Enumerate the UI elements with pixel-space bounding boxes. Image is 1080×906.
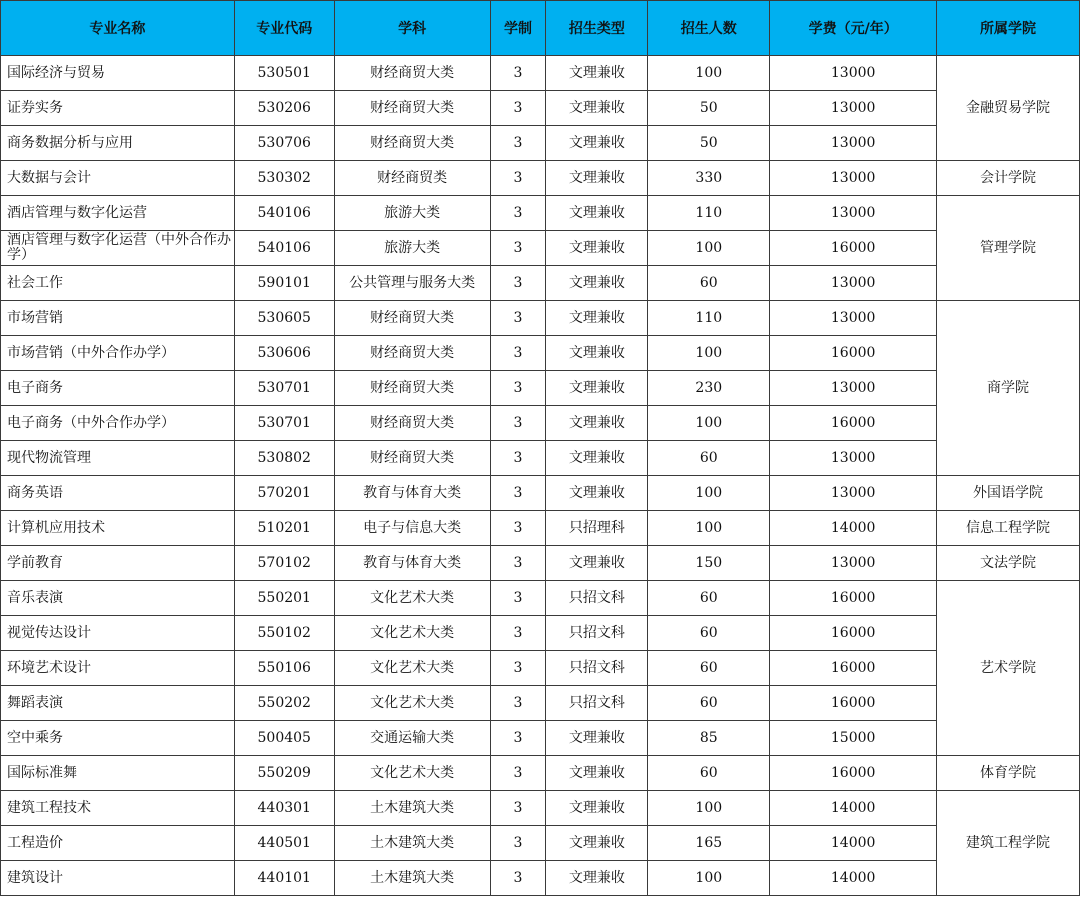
table-row bbox=[1, 861, 1080, 896]
enrollment-count-cell: 230 bbox=[648, 371, 770, 406]
years-cell: 3 bbox=[490, 406, 546, 441]
subject-cell: 旅游大类 bbox=[334, 231, 490, 266]
years-cell: 3 bbox=[490, 441, 546, 476]
table-row bbox=[1, 581, 1080, 616]
major-code-cell: 530802 bbox=[234, 441, 334, 476]
years-cell: 3 bbox=[490, 721, 546, 756]
admission-type-cell: 文理兼收 bbox=[546, 196, 648, 231]
enrollment-count-cell: 100 bbox=[648, 791, 770, 826]
admission-type-cell: 只招文科 bbox=[546, 616, 648, 651]
major-name-cell: 电子商务 bbox=[1, 371, 235, 406]
major-name-cell: 建筑设计 bbox=[1, 861, 235, 896]
years-cell: 3 bbox=[490, 336, 546, 371]
enrollment-count-cell: 60 bbox=[648, 441, 770, 476]
years-cell: 3 bbox=[490, 196, 546, 231]
admission-type-cell: 文理兼收 bbox=[546, 336, 648, 371]
table-row bbox=[1, 791, 1080, 826]
major-name-cell: 学前教育 bbox=[1, 546, 235, 581]
tuition-cell: 13000 bbox=[770, 266, 937, 301]
subject-cell: 财经商贸大类 bbox=[334, 91, 490, 126]
subject-cell: 教育与体育大类 bbox=[334, 476, 490, 511]
major-name-cell: 建筑工程技术 bbox=[1, 791, 235, 826]
college-cell: 商学院 bbox=[937, 301, 1080, 476]
table-row bbox=[1, 266, 1080, 301]
major-code-cell: 550102 bbox=[234, 616, 334, 651]
years-cell: 3 bbox=[490, 371, 546, 406]
admission-type-cell: 只招文科 bbox=[546, 686, 648, 721]
years-cell: 3 bbox=[490, 581, 546, 616]
admission-type-cell: 文理兼收 bbox=[546, 441, 648, 476]
major-code-cell: 530701 bbox=[234, 371, 334, 406]
header-subject: 学科 bbox=[334, 1, 490, 56]
subject-cell: 旅游大类 bbox=[334, 196, 490, 231]
enrollment-count-cell: 110 bbox=[648, 301, 770, 336]
admission-type-cell: 文理兼收 bbox=[546, 406, 648, 441]
major-code-cell: 530606 bbox=[234, 336, 334, 371]
major-code-cell: 440301 bbox=[234, 791, 334, 826]
tuition-cell: 16000 bbox=[770, 616, 937, 651]
enrollment-count-cell: 60 bbox=[648, 266, 770, 301]
admission-type-cell: 文理兼收 bbox=[546, 721, 648, 756]
header-major-code: 专业代码 bbox=[234, 1, 334, 56]
tuition-cell: 14000 bbox=[770, 826, 937, 861]
major-name-cell: 现代物流管理 bbox=[1, 441, 235, 476]
subject-cell: 财经商贸类 bbox=[334, 161, 490, 196]
admission-type-cell: 只招文科 bbox=[546, 581, 648, 616]
table-row bbox=[1, 91, 1080, 126]
table-row bbox=[1, 826, 1080, 861]
header-admission-type: 招生类型 bbox=[546, 1, 648, 56]
years-cell: 3 bbox=[490, 266, 546, 301]
tuition-cell: 13000 bbox=[770, 91, 937, 126]
enrollment-count-cell: 85 bbox=[648, 721, 770, 756]
major-code-cell: 500405 bbox=[234, 721, 334, 756]
enrollment-count-cell: 165 bbox=[648, 826, 770, 861]
table-row bbox=[1, 161, 1080, 196]
major-name-cell: 国际经济与贸易 bbox=[1, 56, 235, 91]
admission-type-cell: 文理兼收 bbox=[546, 91, 648, 126]
admission-type-cell: 文理兼收 bbox=[546, 161, 648, 196]
college-cell: 文法学院 bbox=[937, 546, 1080, 581]
years-cell: 3 bbox=[490, 56, 546, 91]
table-row bbox=[1, 371, 1080, 406]
enrollment-count-cell: 100 bbox=[648, 336, 770, 371]
major-code-cell: 440101 bbox=[234, 861, 334, 896]
tuition-cell: 16000 bbox=[770, 581, 937, 616]
major-code-cell: 550201 bbox=[234, 581, 334, 616]
subject-cell: 文化艺术大类 bbox=[334, 616, 490, 651]
enrollment-count-cell: 100 bbox=[648, 476, 770, 511]
admission-type-cell: 文理兼收 bbox=[546, 791, 648, 826]
enrollment-count-cell: 50 bbox=[648, 91, 770, 126]
years-cell: 3 bbox=[490, 161, 546, 196]
major-name-cell: 市场营销（中外合作办学） bbox=[1, 336, 235, 371]
tuition-cell: 14000 bbox=[770, 861, 937, 896]
enrollment-count-cell: 60 bbox=[648, 651, 770, 686]
tuition-cell: 16000 bbox=[770, 336, 937, 371]
table-row bbox=[1, 721, 1080, 756]
admission-type-cell: 文理兼收 bbox=[546, 756, 648, 791]
major-name-cell: 商务英语 bbox=[1, 476, 235, 511]
subject-cell: 财经商贸大类 bbox=[334, 406, 490, 441]
admission-type-cell: 文理兼收 bbox=[546, 371, 648, 406]
tuition-cell: 13000 bbox=[770, 126, 937, 161]
admission-type-cell: 文理兼收 bbox=[546, 56, 648, 91]
table-row bbox=[1, 686, 1080, 721]
subject-cell: 财经商贸大类 bbox=[334, 56, 490, 91]
tuition-cell: 13000 bbox=[770, 196, 937, 231]
header-major-name: 专业名称 bbox=[1, 1, 235, 56]
tuition-cell: 14000 bbox=[770, 511, 937, 546]
major-name-cell: 空中乘务 bbox=[1, 721, 235, 756]
admission-type-cell: 文理兼收 bbox=[546, 476, 648, 511]
subject-cell: 财经商贸大类 bbox=[334, 126, 490, 161]
subject-cell: 土木建筑大类 bbox=[334, 791, 490, 826]
subject-cell: 财经商贸大类 bbox=[334, 336, 490, 371]
admission-type-cell: 文理兼收 bbox=[546, 231, 648, 266]
major-code-cell: 530501 bbox=[234, 56, 334, 91]
major-name-cell: 社会工作 bbox=[1, 266, 235, 301]
subject-cell: 电子与信息大类 bbox=[334, 511, 490, 546]
admission-type-cell: 只招理科 bbox=[546, 511, 648, 546]
header-years: 学制 bbox=[490, 1, 546, 56]
major-name-cell: 证券实务 bbox=[1, 91, 235, 126]
college-cell: 艺术学院 bbox=[937, 581, 1080, 756]
subject-cell: 教育与体育大类 bbox=[334, 546, 490, 581]
admission-type-cell: 文理兼收 bbox=[546, 546, 648, 581]
tuition-cell: 16000 bbox=[770, 756, 937, 791]
years-cell: 3 bbox=[490, 301, 546, 336]
table-row bbox=[1, 511, 1080, 546]
years-cell: 3 bbox=[490, 861, 546, 896]
years-cell: 3 bbox=[490, 91, 546, 126]
major-code-cell: 530701 bbox=[234, 406, 334, 441]
years-cell: 3 bbox=[490, 791, 546, 826]
enrollment-count-cell: 100 bbox=[648, 406, 770, 441]
major-name-cell: 舞蹈表演 bbox=[1, 686, 235, 721]
major-name-cell: 商务数据分析与应用 bbox=[1, 126, 235, 161]
enrollment-count-cell: 100 bbox=[648, 511, 770, 546]
major-code-cell: 550209 bbox=[234, 756, 334, 791]
enrollment-count-cell: 100 bbox=[648, 231, 770, 266]
major-name-cell: 工程造价 bbox=[1, 826, 235, 861]
major-name-cell: 市场营销 bbox=[1, 301, 235, 336]
enrollment-count-cell: 330 bbox=[648, 161, 770, 196]
tuition-cell: 16000 bbox=[770, 406, 937, 441]
enrollment-count-cell: 110 bbox=[648, 196, 770, 231]
tuition-cell: 13000 bbox=[770, 161, 937, 196]
admission-type-cell: 只招文科 bbox=[546, 651, 648, 686]
college-cell: 体育学院 bbox=[937, 756, 1080, 791]
subject-cell: 财经商贸大类 bbox=[334, 301, 490, 336]
table-row bbox=[1, 336, 1080, 371]
major-code-cell: 550202 bbox=[234, 686, 334, 721]
subject-cell: 文化艺术大类 bbox=[334, 756, 490, 791]
college-cell: 建筑工程学院 bbox=[937, 791, 1080, 896]
subject-cell: 土木建筑大类 bbox=[334, 861, 490, 896]
tuition-cell: 16000 bbox=[770, 231, 937, 266]
table-row bbox=[1, 196, 1080, 231]
table-row bbox=[1, 476, 1080, 511]
major-code-cell: 570201 bbox=[234, 476, 334, 511]
table-row bbox=[1, 616, 1080, 651]
header-enrollment-count: 招生人数 bbox=[648, 1, 770, 56]
subject-cell: 文化艺术大类 bbox=[334, 651, 490, 686]
table-row bbox=[1, 546, 1080, 581]
table-body bbox=[1, 56, 1080, 896]
enrollment-count-cell: 60 bbox=[648, 581, 770, 616]
major-name-cell: 视觉传达设计 bbox=[1, 616, 235, 651]
header-college: 所属学院 bbox=[937, 1, 1080, 56]
subject-cell: 文化艺术大类 bbox=[334, 581, 490, 616]
major-name-cell: 电子商务（中外合作办学） bbox=[1, 406, 235, 441]
admission-type-cell: 文理兼收 bbox=[546, 126, 648, 161]
tuition-cell: 16000 bbox=[770, 686, 937, 721]
table-row bbox=[1, 126, 1080, 161]
enrollment-count-cell: 60 bbox=[648, 616, 770, 651]
table-row bbox=[1, 301, 1080, 336]
header-tuition: 学费（元/年） bbox=[770, 1, 937, 56]
major-code-cell: 540106 bbox=[234, 196, 334, 231]
tuition-cell: 15000 bbox=[770, 721, 937, 756]
enrollment-count-cell: 100 bbox=[648, 56, 770, 91]
years-cell: 3 bbox=[490, 231, 546, 266]
table-row bbox=[1, 756, 1080, 791]
tuition-cell: 14000 bbox=[770, 791, 937, 826]
admission-type-cell: 文理兼收 bbox=[546, 301, 648, 336]
major-code-cell: 530706 bbox=[234, 126, 334, 161]
years-cell: 3 bbox=[490, 126, 546, 161]
major-name-cell: 计算机应用技术 bbox=[1, 511, 235, 546]
years-cell: 3 bbox=[490, 651, 546, 686]
tuition-cell: 13000 bbox=[770, 476, 937, 511]
college-cell: 信息工程学院 bbox=[937, 511, 1080, 546]
subject-cell: 财经商贸大类 bbox=[334, 441, 490, 476]
years-cell: 3 bbox=[490, 616, 546, 651]
major-code-cell: 570102 bbox=[234, 546, 334, 581]
subject-cell: 财经商贸大类 bbox=[334, 371, 490, 406]
enrollment-count-cell: 50 bbox=[648, 126, 770, 161]
tuition-cell: 13000 bbox=[770, 301, 937, 336]
major-code-cell: 540106 bbox=[234, 231, 334, 266]
years-cell: 3 bbox=[490, 476, 546, 511]
major-code-cell: 530605 bbox=[234, 301, 334, 336]
college-cell: 外国语学院 bbox=[937, 476, 1080, 511]
major-name-cell: 酒店管理与数字化运营 bbox=[1, 196, 235, 231]
major-code-cell: 510201 bbox=[234, 511, 334, 546]
admission-type-cell: 文理兼收 bbox=[546, 826, 648, 861]
college-cell: 会计学院 bbox=[937, 161, 1080, 196]
subject-cell: 文化艺术大类 bbox=[334, 686, 490, 721]
subject-cell: 交通运输大类 bbox=[334, 721, 490, 756]
subject-cell: 公共管理与服务大类 bbox=[334, 266, 490, 301]
subject-cell: 土木建筑大类 bbox=[334, 826, 490, 861]
major-code-cell: 530302 bbox=[234, 161, 334, 196]
tuition-cell: 16000 bbox=[770, 651, 937, 686]
major-code-cell: 440501 bbox=[234, 826, 334, 861]
table-row bbox=[1, 56, 1080, 91]
admission-type-cell: 文理兼收 bbox=[546, 266, 648, 301]
tuition-cell: 13000 bbox=[770, 441, 937, 476]
major-code-cell: 530206 bbox=[234, 91, 334, 126]
major-name-cell: 酒店管理与数字化运营（中外合作办学） bbox=[1, 231, 235, 266]
major-name-cell: 环境艺术设计 bbox=[1, 651, 235, 686]
years-cell: 3 bbox=[490, 546, 546, 581]
enrollment-count-cell: 60 bbox=[648, 686, 770, 721]
tuition-cell: 13000 bbox=[770, 371, 937, 406]
enrollment-count-cell: 100 bbox=[648, 861, 770, 896]
major-name-cell: 大数据与会计 bbox=[1, 161, 235, 196]
table-row bbox=[1, 441, 1080, 476]
years-cell: 3 bbox=[490, 826, 546, 861]
table-row bbox=[1, 651, 1080, 686]
years-cell: 3 bbox=[490, 756, 546, 791]
years-cell: 3 bbox=[490, 511, 546, 546]
major-code-cell: 590101 bbox=[234, 266, 334, 301]
enrollment-count-cell: 60 bbox=[648, 756, 770, 791]
tuition-cell: 13000 bbox=[770, 56, 937, 91]
header-row bbox=[1, 1, 1080, 56]
major-code-cell: 550106 bbox=[234, 651, 334, 686]
enrollment-count-cell: 150 bbox=[648, 546, 770, 581]
table-row bbox=[1, 406, 1080, 441]
years-cell: 3 bbox=[490, 686, 546, 721]
tuition-cell: 13000 bbox=[770, 546, 937, 581]
college-cell: 管理学院 bbox=[937, 196, 1080, 301]
major-name-cell: 音乐表演 bbox=[1, 581, 235, 616]
table-row bbox=[1, 231, 1080, 266]
college-cell: 金融贸易学院 bbox=[937, 56, 1080, 161]
admission-type-cell: 文理兼收 bbox=[546, 861, 648, 896]
major-name-cell: 国际标准舞 bbox=[1, 756, 235, 791]
